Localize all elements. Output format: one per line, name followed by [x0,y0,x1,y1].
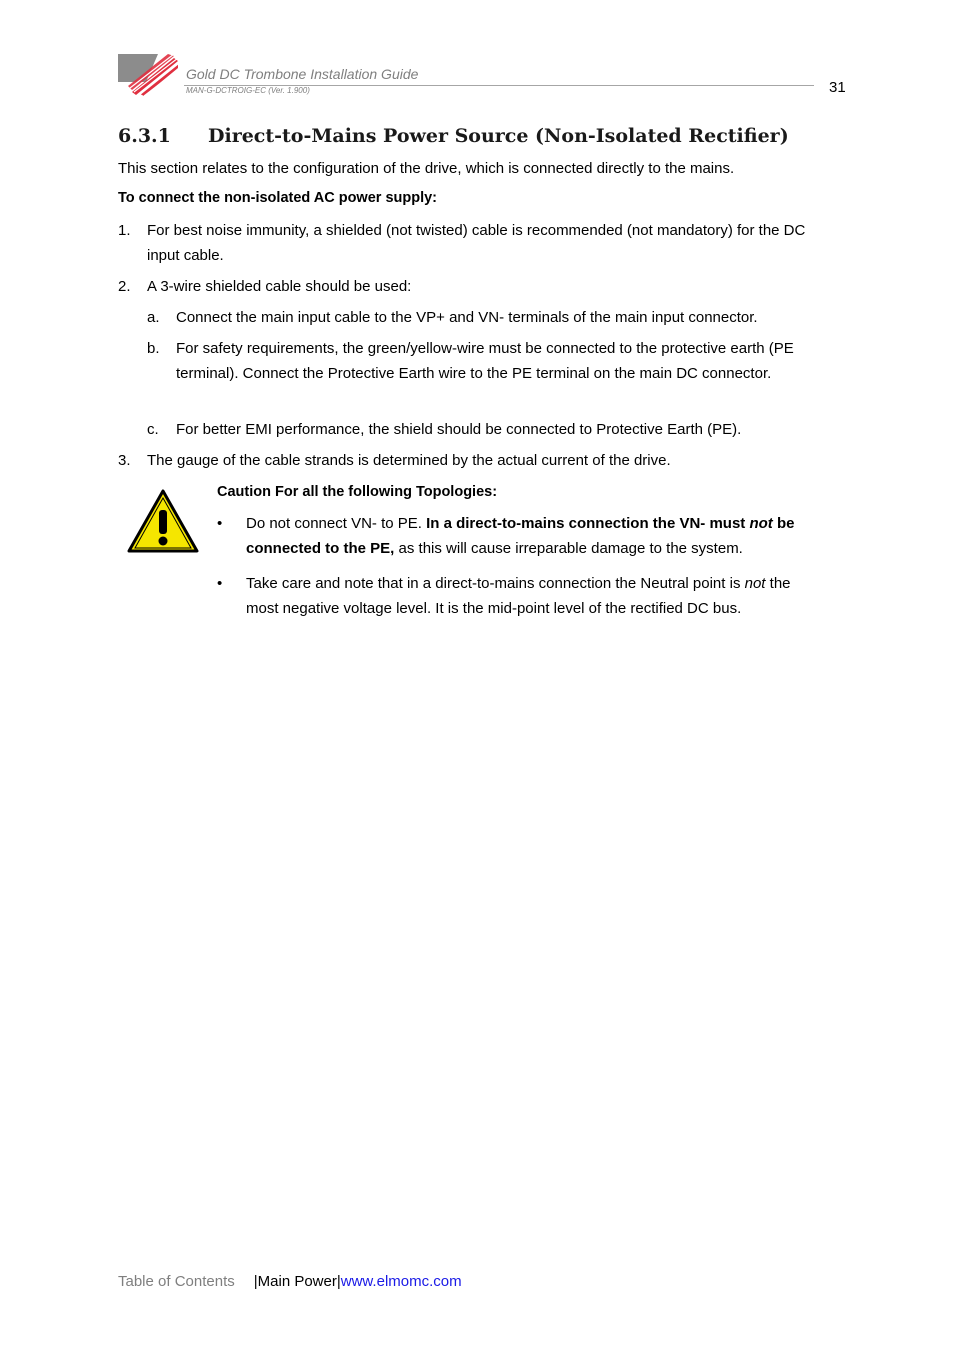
text-run-bold-italic: not [749,515,773,532]
substep-marker: b. [147,340,160,357]
step-2 [118,274,828,299]
step-1 [118,218,828,268]
caution-bullet-text [246,511,827,561]
text-run: as this will cause irreparable damage to the system. [394,540,743,557]
caution-bullet-1 [217,511,827,561]
substep-b [147,336,837,386]
substep-marker: a. [147,309,160,326]
header-doc-id: MAN-G-DCTROIG-EC (Ver. 1.900) [186,86,310,95]
bullet-marker: • [217,575,223,592]
bullet-marker: • [217,515,223,532]
substep-text: Connect the main input cable to the VP+ and VN- terminals of the main input connector. [176,309,758,326]
footer-toc-link[interactable]: Table of Contents [118,1273,235,1290]
caution-bullet-text [246,571,827,621]
substep-c [147,417,837,442]
text-run: the most negative voltage level. It is the mid-point level of the rectified DC bus. [246,575,791,617]
substep-text: For safety requirements, the green/yellow-wire must be connected to the protective earth (PE terminal). Connect the Protective Earth wire to the PE terminal on the main DC connector. [176,340,794,382]
footer [118,1273,462,1290]
intro-paragraph: This section relates to the configuration of the drive, which is connected directly to the mains. [118,160,735,177]
substep-marker: c. [147,421,159,438]
caution-bullet-2 [217,571,827,621]
warning-triangle-icon [126,488,200,554]
substep-text: For better EMI performance, the shield should be connected to Protective Earth (PE). [176,421,742,438]
step-text: A 3-wire shielded cable should be used: [147,278,412,295]
text-run-bold: In a direct-to-mains connection the VN- must [426,515,750,532]
step-text: For best noise immunity, a shielded (not twisted) cable is recommended (not mandatory) for the DC input cable. [147,222,806,264]
text-run: Take care and note that in a direct-to-mains connection the Neutral point is [246,575,745,592]
elmo-logo [118,54,178,96]
page-number: 31 [829,79,846,96]
header-title: Gold DC Trombone Installation Guide [186,66,419,82]
section-title: Direct-to-Mains Power Source (Non-Isolated Rectifier) [208,125,789,147]
footer-separator: | [253,1273,258,1290]
text-run-bold: be connected to the PE, [246,515,795,557]
section-heading [118,125,838,147]
section-number: 6.3.1 [118,125,171,147]
step-marker: 2. [118,278,131,295]
footer-separator: | [336,1273,341,1290]
substep-a [147,305,837,330]
footer-section: Main Power [257,1273,337,1290]
text-run-italic: not [744,575,766,592]
caution-title: Caution For all the following Topologies: [217,484,498,500]
text-run: Do not connect VN- to PE. [246,515,427,532]
step-marker: 1. [118,222,131,239]
footer-website-link[interactable]: www.elmomc.com [340,1273,462,1290]
procedure-lead: To connect the non-isolated AC power supply: [118,190,438,206]
step-3 [118,448,828,473]
step-text: The gauge of the cable strands is determined by the actual current of the drive. [147,452,671,469]
step-marker: 3. [118,452,131,469]
